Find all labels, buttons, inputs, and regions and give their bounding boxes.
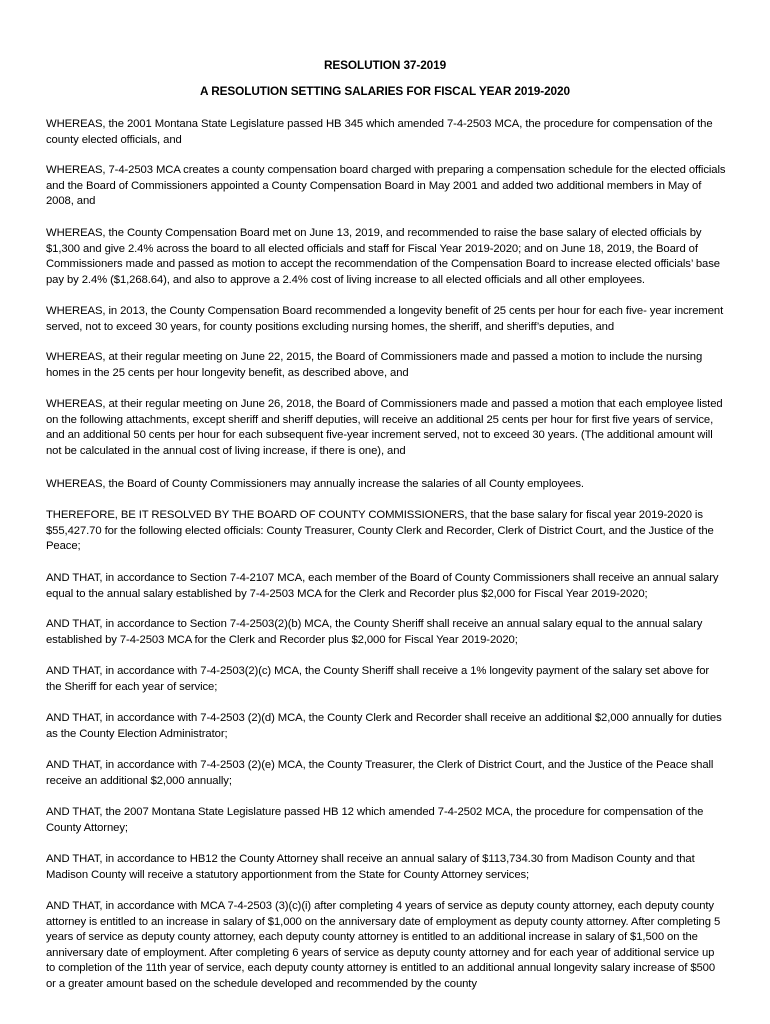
resolved-paragraph: THEREFORE, BE IT RESOLVED BY THE BOARD OF COUNTY COMMISSIONERS, that the base salary for fiscal year 2019-2020 is $55,427.70 for the following elected officials: County Treasurer, County Clerk and Recorder, Clerk of District Court, and the Justice of the Peace; [46,509,714,553]
resolution-subtitle: A RESOLUTION SETTING SALARIES FOR FISCAL YEAR 2019-2020 [200,84,570,98]
and-that-paragraph-7: AND THAT, in accordance to HB12 the County Attorney shall receive an annual salary of $113,734.30 from Madison County and that Madison County will receive a statutory apportionment from the State for County Attorney services; [46,853,695,881]
and-that-paragraph-3: AND THAT, in accordance with 7-4-2503(2)(c) MCA, the County Sheriff shall receive a 1% longevity payment of the salary set above for the Sheriff for each year of service; [46,665,710,693]
and-that-paragraph-1: AND THAT, in accordance to Section 7-4-2107 MCA, each member of the Board of County Commissioners shall receive an annual salary equal to the annual salary established by 7-4-2503 MCA for the Clerk and Recorder plus $2,000 for Fiscal Year 2019-2020; [46,572,719,600]
whereas-paragraph-6: WHEREAS, at their regular meeting on June 26, 2018, the Board of Commissioners made and passed a motion that each employee listed on the following attachments, except sheriff and sheriff deputies, will receive an additional 25 cents per hour for first five years of service, and an additional 50 cents per hour for each subsequent five-year increment served, not to exceed 30 years. (The additional amount will not be calculated in the annual cost of living increase, if there is one), and [46,398,723,457]
whereas-paragraph-5: WHEREAS, at their regular meeting on June 22, 2015, the Board of Commissioners made and passed a motion to include the nursing homes in the 25 cents per hour longevity benefit, as described above, and [46,351,703,379]
and-that-paragraph-4: AND THAT, in accordance with 7-4-2503 (2)(d) MCA, the County Clerk and Recorder shall receive an additional $2,000 annually for duties as the County Election Administrator; [46,712,722,740]
resolution-title: RESOLUTION 37-2019 [323,58,447,72]
whereas-paragraph-3: WHEREAS, the County Compensation Board met on June 13, 2019, and recommended to raise the base salary of elected officials by $1,300 and give 2.4% across the board to all elected officials and staff for Fiscal Year 2019-2020; and on June 18, 2019, the Board of Commissioners made and passed as motion to accept the recommendation of the Compensation Board to increase elected officials’ base pay by 2.4% ($1,268.64), and also to approve a 2.4% cost of living increase to all elected officials and all other employees. [46,227,720,286]
and-that-paragraph-8: AND THAT, in accordance with MCA 7-4-2503 (3)(c)(i) after completing 4 years of service as deputy county attorney, each deputy county attorney is entitled to an increase in salary of $1,000 on the anniversary date of employment as deputy county attorney. After completing 5 years of service as deputy county attorney, each deputy county attorney is entitled to an additional increase in salary of $1,500 on the anniversary date of employment. After completing 6 years of service as deputy county attorney and for each year of additional service up to completion of the 11th year of service, each deputy county attorney is entitled to an additional annual longevity salary increase of $500 or a greater amount based on the schedule developed and recommended by the county [46,900,721,990]
whereas-paragraph-4: WHEREAS, in 2013, the County Compensation Board recommended a longevity benefit of 25 cents per hour for each five- year increment served, not to exceed 30 years, for county positions excluding nursing homes, the sheriff, and sheriff’s deputies, and [46,305,724,333]
whereas-paragraph-1: WHEREAS, the 2001 Montana State Legislature passed HB 345 which amended 7-4-2503 MCA, the procedure for compensation of the county elected officials, and [46,118,713,146]
whereas-paragraph-7: WHEREAS, the Board of County Commissioners may annually increase the salaries of all County employees. [46,478,584,490]
and-that-paragraph-5: AND THAT, in accordance with 7-4-2503 (2)(e) MCA, the County Treasurer, the Clerk of District Court, and the Justice of the Peace shall receive an additional $2,000 annually; [46,759,714,787]
whereas-paragraph-2: WHEREAS, 7-4-2503 MCA creates a county compensation board charged with preparing a compensation schedule for the elected officials and the Board of Commissioners appointed a County Compensation Board in May 2001 and added two additional members in May of 2008, and [46,164,726,208]
and-that-paragraph-6: AND THAT, the 2007 Montana State Legislature passed HB 12 which amended 7-4-2502 MCA, the procedure for compensation of the County Attorney; [46,806,704,834]
and-that-paragraph-2: AND THAT, in accordance to Section 7-4-2503(2)(b) MCA, the County Sheriff shall receive an annual salary equal to the annual salary established by 7-4-2503 MCA for the Clerk and Recorder plus $2,000 for Fiscal Year 2019-2020; [46,618,703,646]
